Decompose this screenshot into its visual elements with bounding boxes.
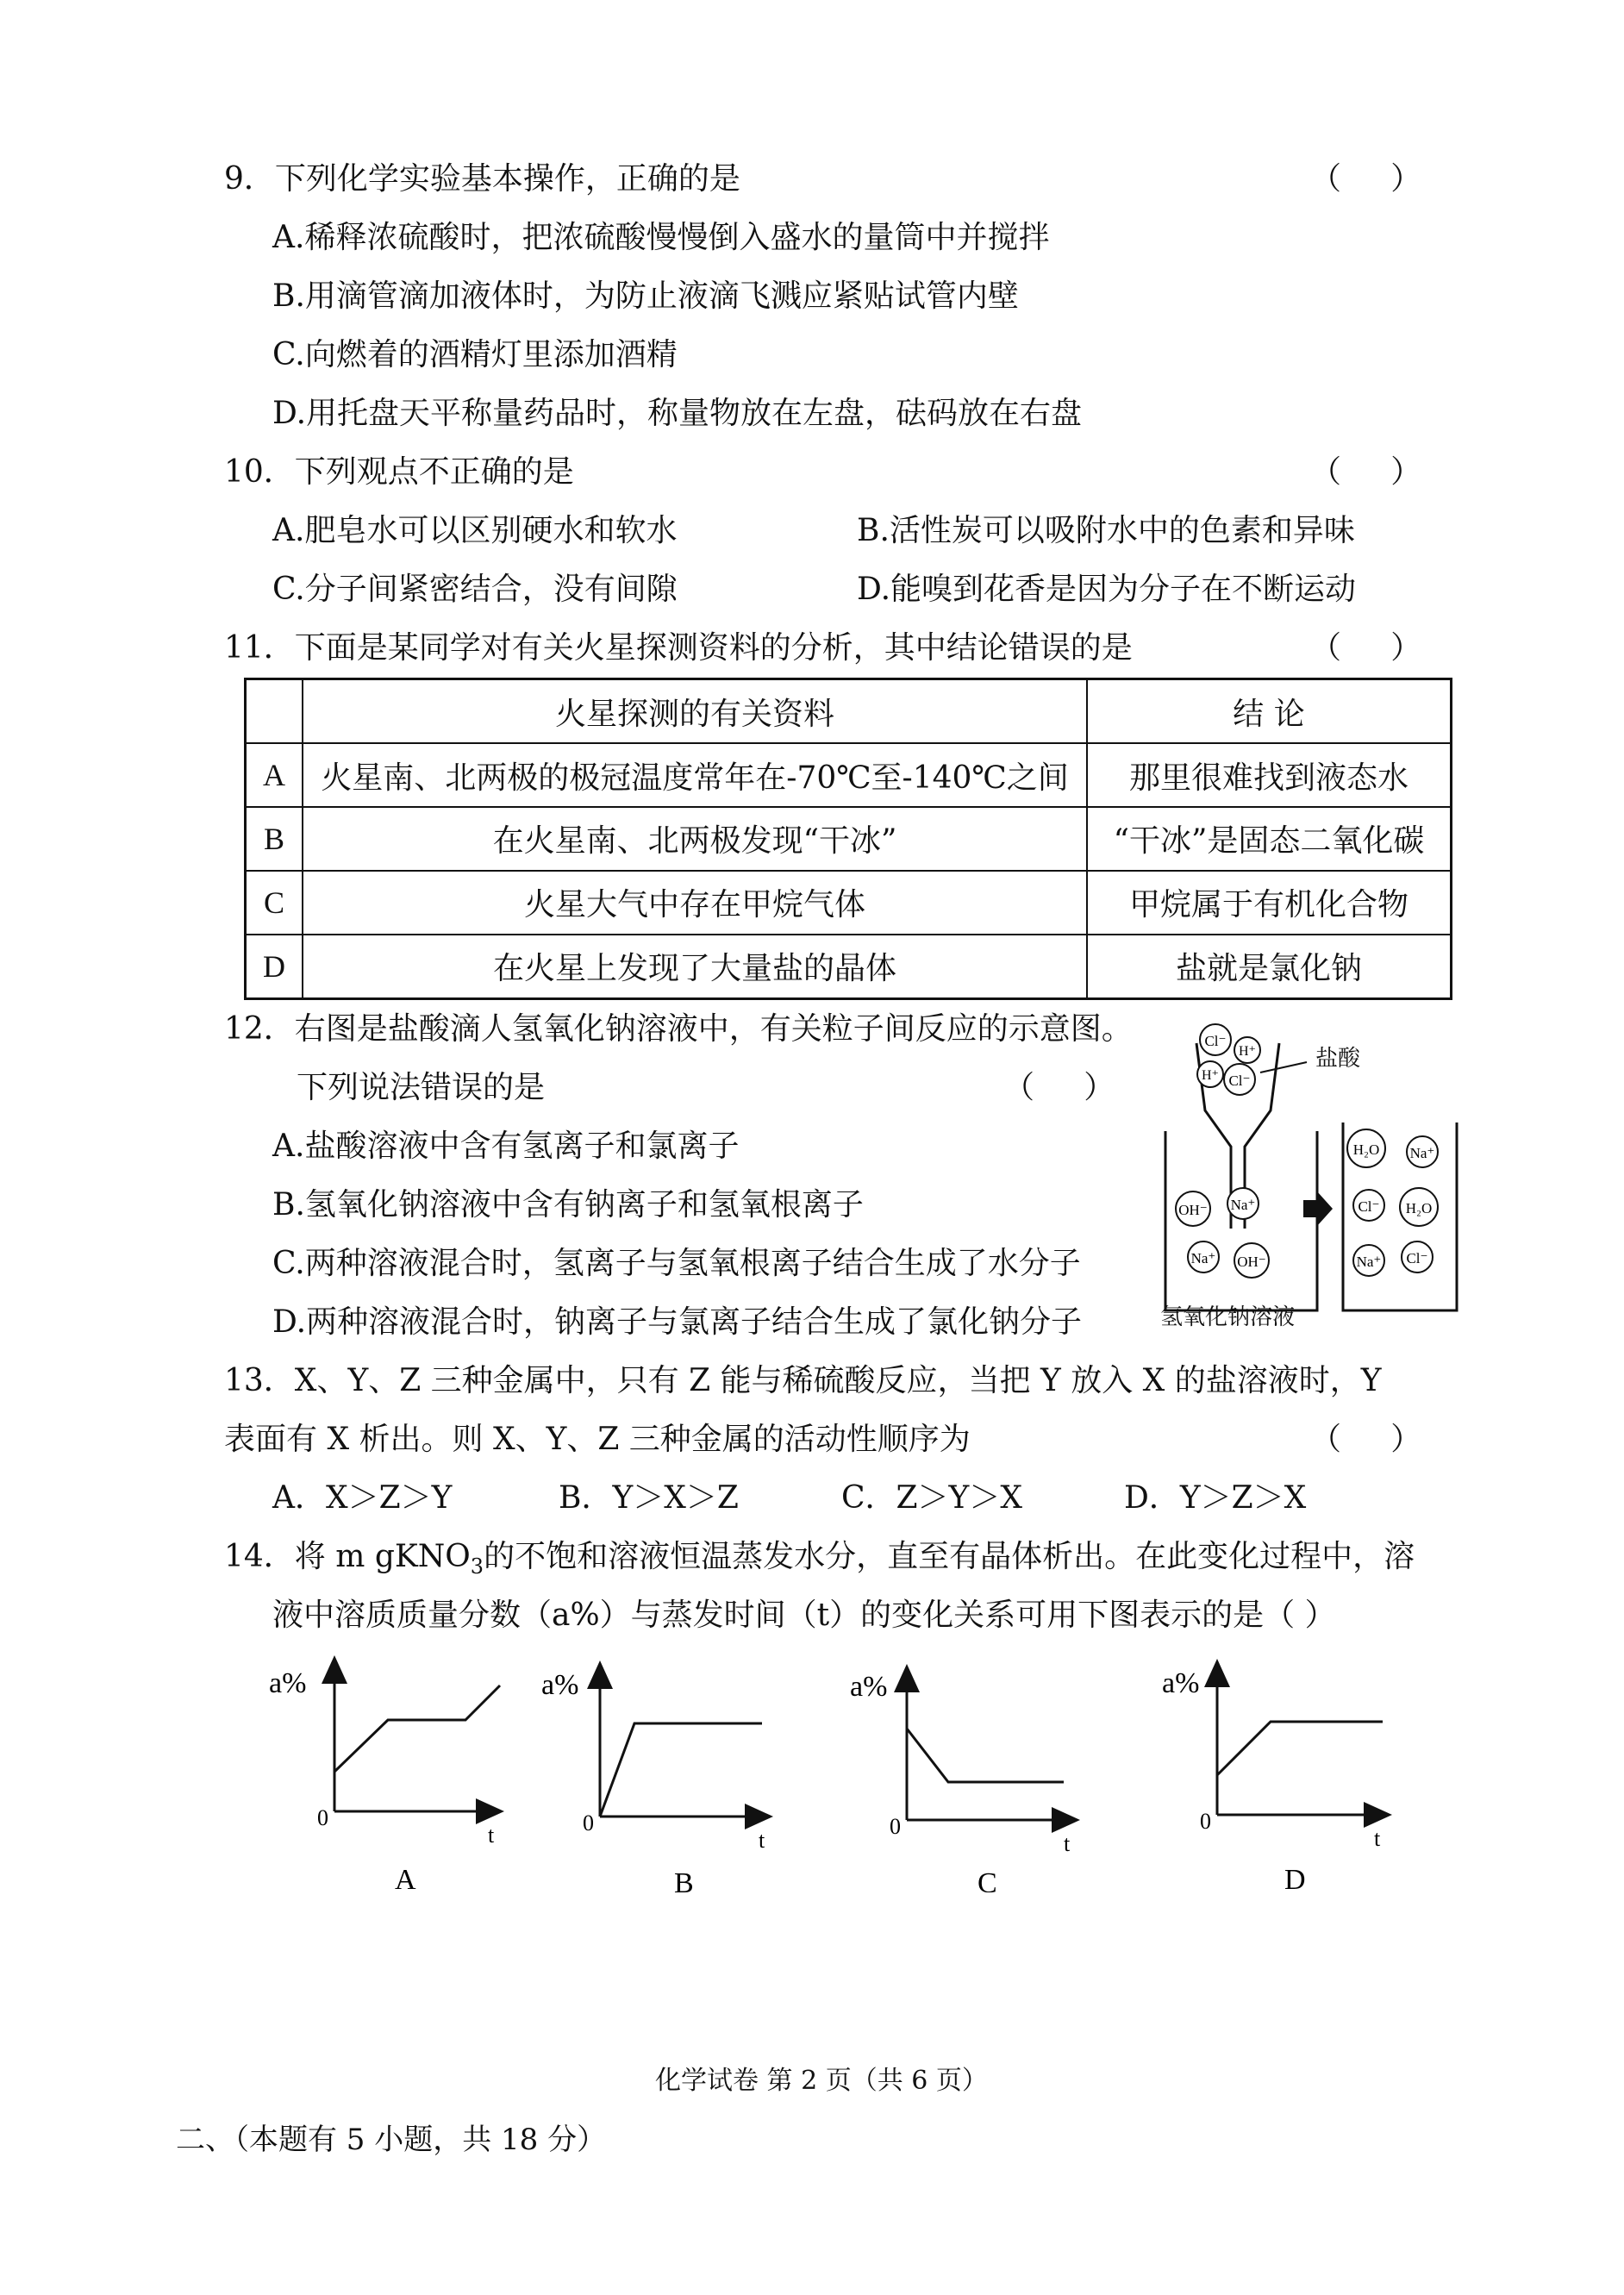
q9-stem: 9．下列化学实验基本操作，正确的是 xyxy=(224,161,740,197)
y-axis-label: a% xyxy=(1162,1667,1200,1699)
origin-label: 0 xyxy=(1200,1809,1211,1834)
origin-label: 0 xyxy=(317,1805,328,1830)
svg-text:H⁺: H⁺ xyxy=(1202,1068,1219,1083)
x-axis-label: t xyxy=(1064,1831,1071,1856)
table-cell: 火星南、北两极的极冠温度常年在-70℃至-140℃之间 xyxy=(303,743,1087,807)
x-axis-label: t xyxy=(759,1828,765,1853)
table-cell: C xyxy=(246,871,303,935)
q12-stem: 12．右图是盐酸滴人氢氧化钠溶液中，有关粒子间反应的示意图。 xyxy=(224,1011,1133,1047)
q11-answer-paren: （ ） xyxy=(1310,630,1422,666)
ion-particle xyxy=(1234,1037,1260,1063)
naoh-label: 氢氧化钠溶液 xyxy=(1160,1304,1296,1328)
q12-option-a: A.盐酸溶液中含有氢离子和氯离子 xyxy=(272,1129,740,1164)
q12-option-d: D.两种溶液混合时，钠离子与氯离子结合生成了氯化钠分子 xyxy=(272,1304,1083,1340)
table-cell: B xyxy=(246,807,303,871)
svg-text:OH⁻: OH⁻ xyxy=(1237,1254,1266,1270)
q14-graphs xyxy=(259,1651,1448,1892)
graph-label: A xyxy=(395,1864,416,1892)
molecule-particle xyxy=(1400,1188,1438,1226)
origin-label: 0 xyxy=(890,1814,901,1839)
q9-answer-paren: （ ） xyxy=(1310,161,1422,197)
table-header-cell: 火星探测的有关资料 xyxy=(303,679,1087,744)
q10-answer-paren: （ ） xyxy=(1310,454,1422,490)
graph-label: B xyxy=(674,1867,694,1892)
q13-line-2: 表面有 X 析出。则 X、Y、Z 三种金属的活动性顺序为 xyxy=(224,1422,971,1457)
ion-particle xyxy=(1188,1241,1219,1273)
reaction-diagram xyxy=(1155,1017,1483,1328)
q13-line-1: 13．X、Y、Z 三种金属中，只有 Z 能与稀硫酸反应，当把 Y 放入 X 的盐溶液时，Y xyxy=(224,1363,1382,1398)
q9-option-c: C.向燃着的酒精灯里添加酒精 xyxy=(272,337,678,372)
svg-text:Cl⁻: Cl⁻ xyxy=(1406,1250,1428,1266)
q10-option-c: C.分子间紧密结合，没有间隙 xyxy=(272,572,678,607)
reaction-arrow-icon xyxy=(1303,1191,1333,1226)
q9-option-b: B.用滴管滴加液体时，为防止液滴飞溅应紧贴试管内壁 xyxy=(272,278,1019,314)
ion-particle xyxy=(1353,1190,1384,1221)
mars-data-table xyxy=(244,678,1452,1000)
svg-text:Cl⁻: Cl⁻ xyxy=(1358,1198,1380,1215)
svg-text:H₂O: H₂O xyxy=(1352,1141,1380,1158)
svg-text:H⁺: H⁺ xyxy=(1239,1044,1256,1059)
svg-text:OH⁻: OH⁻ xyxy=(1178,1202,1208,1218)
table-cell: 甲烷属于有机化合物 xyxy=(1087,871,1452,935)
y-axis-label: a% xyxy=(850,1671,888,1703)
ion-particle xyxy=(1176,1191,1210,1226)
table-cell: 在火星南、北两极发现“干冰” xyxy=(303,807,1087,871)
q14-line-1: 14．将 m gKNO$_3$的不饱和溶液恒温蒸发水分，直至有晶体析出。在此变化过程中，溶 xyxy=(224,1539,1415,1579)
q12-answer-paren: （ ） xyxy=(1003,1070,1115,1105)
curve-line xyxy=(600,1723,762,1817)
table-row xyxy=(246,935,1452,999)
svg-text:Na⁺: Na⁺ xyxy=(1230,1197,1256,1213)
x-axis-label: t xyxy=(1374,1826,1381,1851)
svg-text:H₂O: H₂O xyxy=(1405,1200,1433,1216)
q12-option-c: C.两种溶液混合时，氢离子与氢氧根离子结合生成了水分子 xyxy=(272,1246,1081,1281)
ion-particle xyxy=(1197,1061,1223,1087)
table-cell: 在火星上发现了大量盐的晶体 xyxy=(303,935,1087,999)
ion-particle xyxy=(1227,1188,1259,1219)
curve-line xyxy=(1217,1722,1383,1775)
graph-label: C xyxy=(978,1867,997,1892)
page-footer: 化学试卷 第 2 页（共 6 页） xyxy=(655,2066,988,2096)
q13-option-a: A．X＞Z＞Y xyxy=(272,1480,453,1516)
q13-answer-paren: （ ） xyxy=(1310,1422,1422,1457)
table-row xyxy=(246,807,1452,871)
ion-particle xyxy=(1402,1241,1433,1273)
y-axis-label: a% xyxy=(541,1669,579,1701)
graph-a xyxy=(269,1667,500,1892)
table-row xyxy=(246,871,1452,935)
q9-option-d: D.用托盘天平称量药品时，称量物放在左盘，砝码放在右盘 xyxy=(272,396,1083,431)
hcl-label: 盐酸 xyxy=(1315,1046,1361,1071)
graph-d xyxy=(1162,1667,1383,1892)
svg-text:Na⁺: Na⁺ xyxy=(1190,1250,1216,1266)
origin-label: 0 xyxy=(583,1810,594,1835)
table-header-row xyxy=(246,679,1452,744)
curve-line xyxy=(334,1685,500,1772)
x-axis-label: t xyxy=(488,1823,495,1848)
ion-particle xyxy=(1200,1024,1231,1055)
q11-stem: 11．下面是某同学对有关火星探测资料的分析，其中结论错误的是 xyxy=(224,630,1133,666)
svg-text:Na⁺: Na⁺ xyxy=(1409,1145,1435,1161)
table-cell: “干冰”是固态二氧化碳 xyxy=(1087,807,1452,871)
table-cell: 火星大气中存在甲烷气体 xyxy=(303,871,1087,935)
q13-option-c: C．Z＞Y＞X xyxy=(841,1480,1022,1516)
section-2-heading: 二、（本题有 5 小题，共 18 分） xyxy=(176,2123,607,2157)
table-cell: D xyxy=(246,935,303,999)
q10-option-a: A.肥皂水可以区别硬水和软水 xyxy=(272,513,678,548)
q12-option-b: B.氢氧化钠溶液中含有钠离子和氢氧根离子 xyxy=(272,1187,864,1223)
svg-text:Na⁺: Na⁺ xyxy=(1356,1254,1382,1270)
q13-option-d: D．Y＞Z＞X xyxy=(1124,1480,1307,1516)
q14-line-2: 液中溶质质量分数（a%）与蒸发时间（t）的变化关系可用下图表示的是（ ） xyxy=(272,1598,1336,1633)
q10-option-b: B.活性炭可以吸附水中的色素和异味 xyxy=(857,513,1355,548)
ion-particle xyxy=(1234,1243,1269,1278)
ion-particle xyxy=(1407,1136,1438,1167)
q12-stem-2: 下列说法错误的是 xyxy=(297,1070,546,1105)
q10-stem: 10．下列观点不正确的是 xyxy=(224,454,574,490)
ion-particle xyxy=(1224,1064,1255,1095)
graph-b xyxy=(541,1669,765,1892)
q10-option-d: D.能嗅到花香是因为分子在不断运动 xyxy=(857,572,1357,607)
svg-text:Cl⁻: Cl⁻ xyxy=(1228,1072,1251,1089)
graph-c xyxy=(850,1671,1071,1892)
q9-option-a: A.稀释浓硫酸时，把浓硫酸慢慢倒入盛水的量筒中并搅拌 xyxy=(272,220,1050,255)
table-cell: A xyxy=(246,743,303,807)
table-header-cell: 结 论 xyxy=(1087,679,1452,744)
table-header-cell xyxy=(246,679,303,744)
ion-particle xyxy=(1353,1245,1384,1276)
table-cell: 那里很难找到液态水 xyxy=(1087,743,1452,807)
svg-text:Cl⁻: Cl⁻ xyxy=(1204,1033,1227,1049)
q13-option-b: B．Y＞X＞Z xyxy=(559,1480,739,1516)
curve-line xyxy=(907,1729,1064,1782)
graph-label: D xyxy=(1284,1864,1306,1892)
molecule-particle xyxy=(1347,1129,1385,1167)
table-cell: 盐就是氯化钠 xyxy=(1087,935,1452,999)
y-axis-label: a% xyxy=(269,1667,307,1699)
table-row xyxy=(246,743,1452,807)
